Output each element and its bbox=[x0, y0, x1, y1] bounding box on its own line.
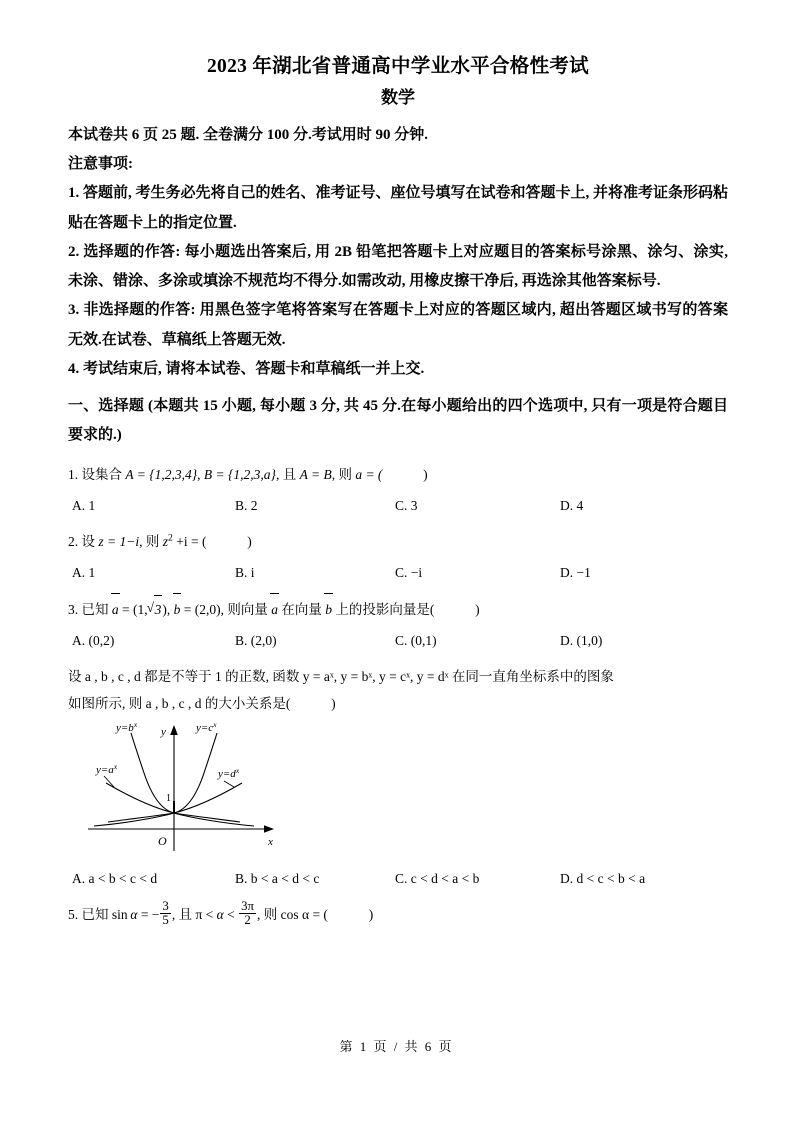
question-5 bbox=[68, 901, 728, 929]
question-1-ask: a = ( bbox=[355, 466, 383, 482]
fraction-3pi-over-2: $\frac{3\pi}{2}$ bbox=[241, 899, 254, 928]
question-4-stem-line-1: 设 a , b , c , d 都是不等于 1 的正数, 函数 y = aˣ, y = bˣ, y = cˣ, y = dˣ 在同一直角坐标系中的图象 bbox=[68, 668, 614, 684]
question-1-options bbox=[68, 492, 728, 518]
leader-line-d bbox=[224, 781, 234, 787]
question-1-stem: 1. 设集合 A = {1,2,3,4}, B = {1,2,3,a}, 且 A = B, 则 a = ( ) bbox=[68, 466, 428, 482]
curve-label-d: $y=d^x$ bbox=[218, 765, 240, 780]
notice-item-4: 4. 考试结束后, 请将本试卷、答题卡和草稿纸一并上交. bbox=[68, 360, 425, 377]
question-4 bbox=[68, 663, 728, 891]
exam-info: 本试卷共 6 页 25 题. 全卷满分 100 分.考试用时 90 分钟. bbox=[68, 126, 429, 143]
sqrt-3-glyph: √ 3 bbox=[148, 595, 163, 623]
question-5-stem-mid: 且 bbox=[178, 906, 193, 922]
question-3-close-paren: ) bbox=[475, 601, 480, 617]
vector-b-symbol-2: b bbox=[325, 596, 332, 623]
question-1-equality: A = B bbox=[299, 466, 332, 482]
document-body bbox=[68, 52, 728, 929]
question-1-option-c[interactable]: C. 3 bbox=[395, 497, 418, 513]
question-4-option-b[interactable]: B. b < a < d < c bbox=[235, 870, 320, 886]
question-2-stem-pre: 设 bbox=[81, 533, 95, 549]
question-3 bbox=[68, 595, 728, 653]
y-axis-arrow bbox=[170, 725, 178, 735]
notice-heading: 注意事项: bbox=[68, 156, 133, 172]
question-3-stem-mid: 则向量 bbox=[227, 601, 268, 617]
curve-c bbox=[108, 733, 217, 822]
question-1-option-a[interactable]: A. 1 bbox=[72, 497, 96, 513]
question-4-option-d[interactable]: D. d < c < b < a bbox=[560, 870, 646, 886]
fraction-3-over-5: $\frac{3}{5}$ bbox=[162, 899, 169, 928]
question-2-number: 2. bbox=[68, 533, 79, 549]
question-1-stem-pre: 设集合 bbox=[81, 466, 122, 482]
question-5-sine-expression: sin α = − $\frac{3}{5}$ bbox=[111, 899, 169, 928]
notice-item-2: 2. 选择题的作答: 每小题选出答案后, 用 2B 铅笔把答题卡上对应题目的答案标号涂黑、涂匀、涂实, 未涂、错涂、多涂或填涂不规范均不得分.如需改动, 用橡皮擦干净后, 再选涂其他答案标号. bbox=[68, 243, 728, 289]
subject-title: 数学 bbox=[381, 88, 415, 108]
question-4-stem-line-2 bbox=[68, 690, 728, 717]
question-1-number: 1. bbox=[68, 466, 79, 482]
question-2 bbox=[68, 528, 728, 585]
question-4-option-a[interactable]: A. a < b < c < d bbox=[72, 870, 158, 886]
question-2-option-a[interactable]: A. 1 bbox=[72, 564, 96, 580]
question-2-stem: 2. 设 z = 1−i, 则 $z^2 +i$ = ( ) bbox=[68, 532, 252, 549]
question-3-stem-tail: 上的投影向量是( bbox=[335, 601, 435, 617]
origin-label: O bbox=[158, 833, 167, 848]
x-axis-label: x bbox=[268, 835, 273, 848]
question-2-expression: $z^2 +i$ = ( bbox=[162, 532, 207, 549]
vector-a-symbol: a bbox=[112, 596, 119, 623]
question-3-number: 3. bbox=[68, 601, 79, 617]
question-2-option-d[interactable]: D. −1 bbox=[560, 564, 591, 580]
question-3-option-a[interactable]: A. (0,2) bbox=[72, 632, 115, 648]
question-3-options bbox=[68, 627, 728, 653]
y-axis-label: y bbox=[161, 725, 166, 738]
question-1-stem-then: 则 bbox=[338, 466, 352, 482]
question-1-set-a: A = {1,2,3,4} bbox=[125, 466, 198, 482]
question-1 bbox=[68, 461, 728, 518]
question-2-close-paren: ) bbox=[247, 533, 252, 549]
question-1-set-b: B = {1,2,3,a} bbox=[203, 466, 276, 482]
question-3-stem-mid2: 在向量 bbox=[281, 601, 322, 617]
page-title: 2023 年湖北省普通高中学业水平合格性考试 bbox=[207, 56, 589, 77]
page-footer: 第 1 页 / 共 6 页 bbox=[339, 1039, 454, 1054]
question-3-stem: 3. 已知 a = (1, √ 3), b = (2,0), 则向量 a 在向量 b 上的投影向量是( ) bbox=[68, 595, 728, 623]
question-3-option-b[interactable]: B. (2,0) bbox=[235, 632, 277, 648]
question-5-ask: cos α = ( bbox=[280, 906, 328, 922]
curve-label-b: $y=b^x$ bbox=[116, 720, 138, 734]
question-2-option-b[interactable]: B. i bbox=[235, 564, 255, 580]
notice-item-1: 1. 答题前, 考生务必先将自己的姓名、准考证号、座位号填写在试卷和答题卡上, 并将准考证条形码粘贴在答题卡上的指定位置. bbox=[68, 185, 729, 231]
notice-item-3: 3. 非选择题的作答: 用黑色签字笔将答案写在答题卡上对应的答题区域内, 超出答题区域书写的答案无效.在试卷、草稿纸上答题无效. bbox=[68, 302, 728, 348]
question-4-figure bbox=[78, 721, 328, 861]
question-1-close-paren: ) bbox=[423, 466, 428, 482]
question-2-options bbox=[68, 559, 728, 585]
question-5-stem-then: 则 bbox=[263, 906, 278, 922]
vector-a-symbol-2: a bbox=[271, 596, 278, 623]
question-3-option-d[interactable]: D. (1,0) bbox=[560, 632, 603, 648]
question-4-stem-line-2-text: 如图所示, 则 a , b , c , d 的大小关系是( bbox=[68, 695, 291, 711]
question-5-stem: 5. 已知 sin α = − $\frac{3}{5}$ , 且 π < α < $\frac{3\pi}{2}$ , 则 cos α = ( ) bbox=[68, 899, 374, 928]
question-1-option-b[interactable]: B. 2 bbox=[235, 497, 258, 513]
question-4-close-paren: ) bbox=[331, 695, 336, 711]
question-5-number: 5. bbox=[68, 906, 79, 922]
question-4-options bbox=[68, 865, 728, 891]
x-axis-arrow bbox=[264, 825, 274, 833]
y-tick-label-1: 1 bbox=[166, 792, 171, 804]
question-5-close-paren: ) bbox=[368, 906, 374, 922]
question-1-stem-mid: 且 bbox=[282, 466, 297, 482]
question-3-stem-pre: 已知 bbox=[81, 601, 109, 617]
exponential-curves-diagram bbox=[78, 721, 328, 861]
section-one-heading: 一、选择题 (本题共 15 小题, 每小题 3 分, 共 45 分.在每小题给出的四个选项中, 只有一项是符合题目要求的.) bbox=[68, 398, 728, 444]
question-3-option-c[interactable]: C. (0,1) bbox=[395, 632, 437, 648]
question-5-range-expression: π < α < $\frac{3\pi}{2}$ bbox=[195, 899, 254, 928]
question-1-option-d[interactable]: D. 4 bbox=[560, 497, 584, 513]
question-2-option-c[interactable]: C. −i bbox=[395, 564, 423, 580]
question-5-stem-pre: 已知 bbox=[81, 906, 109, 922]
question-2-stem-then: 则 bbox=[145, 533, 160, 549]
vector-b-symbol: b bbox=[174, 596, 181, 623]
question-2-z-definition: z = 1−i bbox=[98, 533, 140, 549]
curve-label-c: $y=c^x$ bbox=[196, 720, 217, 734]
question-4-option-c[interactable]: C. c < d < a < b bbox=[395, 870, 480, 886]
curve-label-a: $y=a^x$ bbox=[96, 761, 118, 776]
